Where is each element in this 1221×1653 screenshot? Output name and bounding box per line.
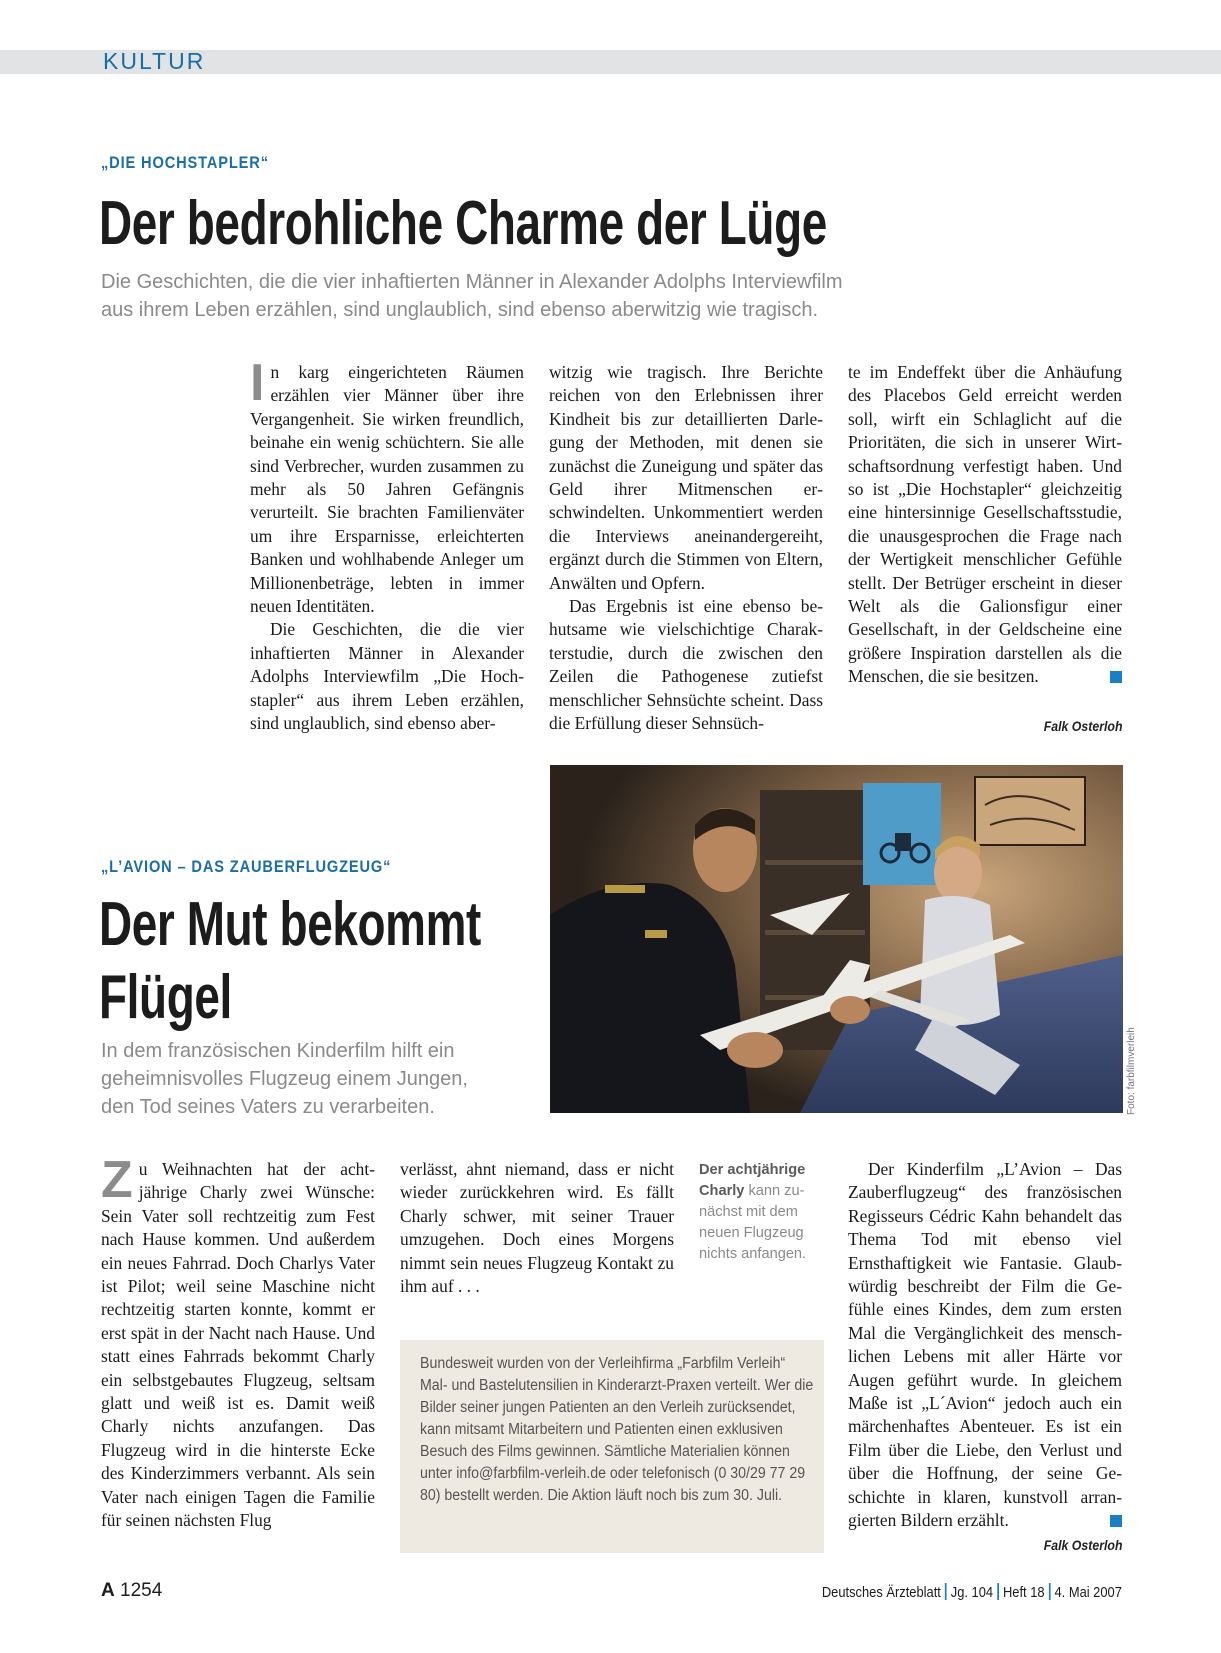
- article2-headline-line2: Flügel: [99, 963, 232, 1032]
- info-box-text: Bundesweit wurden von der Verleihfirma „Farbfilm Verleih“ Mal- und Bastelutensilien in Kinderarzt-Praxen verteilt. Wer die Bilder seiner jungen Patienten an den Verleih zurücksendet, kann mitsamt Mitarbeitern und Patienten einen exklusiven Besuch des Films gewinnen. Sämtliche Materialien können unter info@farbfilm-verleih.de oder telefonisch (0 30/29 77 29 80) bestellt werden. Die Aktion läuft noch bis zum 30. Juli.: [420, 1355, 814, 1504]
- photo-caption-bold: Der achtjährige Charly: [699, 1162, 806, 1199]
- separator: [945, 1583, 946, 1600]
- article2-col3-paragraph1: Der Kinderfilm „L’Avion – Das Zauberflugzeug“ des französischen Regisseurs Cédric Kahn behandelt das Thema Tod mit ebenso viel Ernsthaftigkeit wie Fantasie. Glaubwürdig beschreibt der Film die Gefühle eines Kindes, dem zum ersten Mal die Vergänglichkeit des menschlichen Lebens mit aller Härte vor Augen geführt wurde. In gleichem Maße ist „L´Avion“ jedoch auch ein märchenhaftes Abenteuer. Es ist ein Film über die Liebe, den Verlust und über die Hoffnung, der seine Geschichte in klaren, kunstvoll arrangierten Bildern erzählt.: [848, 1159, 1122, 1531]
- info-box: [400, 1340, 824, 1553]
- article1-byline: Falk Osterloh: [1043, 718, 1122, 734]
- article2-column-2: [400, 1158, 674, 1298]
- article1-headline: Der bedrohliche Charme der Lüge: [99, 189, 827, 258]
- photo-caption-text: kann zunächst mit dem neuen Flugzeug nichts anfangen.: [699, 1183, 807, 1262]
- article2-byline: Falk Osterloh: [1043, 1537, 1122, 1553]
- article2-deck-line3: den Tod seines Vaters zu verarbeiten.: [101, 1096, 435, 1118]
- article2-column-1: [101, 1151, 375, 1533]
- article2-column-3: [848, 1158, 1122, 1533]
- article2-headline: [99, 888, 481, 1034]
- film-still-illustration: [550, 765, 1123, 1113]
- article1-deck: [101, 268, 1001, 324]
- article1-col2-paragraph1: witzig wie tragisch. Ihre Berichte reichen von den Erlebnissen ihrer Kindheit bis zur detaillierten Darlegung der Methoden, mit denen sie zunächst die Zuneigung und später das Geld ihrer Mitmenschen erschwindelten. Unkommentiert werden die Interviews aneinandergereiht, ergänzt durch die Stimmen von Eltern, Anwälten und Opfern.: [549, 362, 823, 593]
- journal-date: 4. Mai 2007: [1054, 1584, 1122, 1601]
- article2-deck-line2: geheimnisvolles Flugzeug einem Jungen,: [101, 1068, 468, 1090]
- article1-col1-paragraph1: n karg eingerichteten Räumen erzählen vier Männer über ihre Vergangenheit. Sie wirken freundlich, beinahe ein wenig schüchtern. Sie alle sind Verbrecher, wurden zusammen zu mehr als 50 Jahren Gefängnis verurteilt. Sie brachten Familienväter um ihre Ersparnisse, erleichterten Banken und wohlhabende Anleger um Millionenbeträge, lebten in immer neuen Identitäten.: [250, 362, 524, 617]
- page-prefix: A: [101, 1580, 115, 1601]
- article1-column-2: [549, 361, 823, 736]
- article2-deck: [101, 1037, 541, 1121]
- article2-headline-line1: Der Mut bekommt: [99, 890, 481, 959]
- journal-info: [822, 1583, 1122, 1601]
- separator: [1049, 1583, 1050, 1600]
- article2-col1-paragraph1: u Weihnachten hat der achtjährige Charly zwei Wünsche: Sein Vater soll rechtzeitig zum Fest nach Hause kommen. Und außerdem ein neues Fahrrad. Doch Charlys Vater ist Pilot; weil seine Maschine nicht rechtzeitig starten konnte, kommt er erst spät in der Nacht nach Hause. Und statt eines Fahrrads bekommt Charly ein selbstgebautes Flugzeug, seltsam glatt und weiß ist es. Damit weiß Charly nichts anzufangen. Das Flugzeug wird in die hinterste Ecke des Kinderzimmers verbannt. Als sein Vater nach einigen Tagen die Familie für seinen nächsten Flug: [101, 1159, 375, 1531]
- article1-kicker: „DIE HOCHSTAPLER“: [101, 153, 269, 172]
- article2-col2-paragraph1: verlässt, ahnt niemand, dass er nicht wieder zurückkehren wird. Es fällt Charly schwer, mit seiner Trauer umzugehen. Doch eines Morgens nimmt sein neues Flugzeug Kontakt zu ihm auf . . .: [400, 1159, 674, 1297]
- end-of-article-mark: [1110, 671, 1122, 683]
- article1-col2-paragraph2: Das Ergebnis ist eine ebenso behutsame wie vielschichtige Charakterstudie, durch die zwischen den Zeilen die Pathogenese zutiefst menschlicher Sehnsüchte scheint. Dass die Erfüllung dieser Sehnsüch-: [549, 596, 823, 734]
- page-number-value: 1254: [120, 1580, 163, 1601]
- page-number: [101, 1580, 162, 1602]
- journal-volume: Jg. 104: [950, 1584, 994, 1601]
- photo-caption: [699, 1160, 811, 1265]
- article2-kicker: „L’AVION – DAS ZAUBERFLUGZEUG“: [101, 857, 392, 876]
- separator: [998, 1583, 999, 1600]
- photo-credit: Foto: farbfilmverleih: [1126, 1027, 1137, 1115]
- film-still-photo: [550, 765, 1123, 1113]
- journal-name: Deutsches Ärzteblatt: [821, 1584, 941, 1601]
- article1-dropcap: I: [250, 354, 265, 412]
- article2-deck-line1: In dem französischen Kinderfilm hilft ein: [101, 1040, 455, 1062]
- end-of-article-mark: [1110, 1515, 1122, 1527]
- article1-col1-paragraph2: Die Geschichten, die die vier inhaftierten Männer in Alexander Adolphs Interviewfilm „Die Hochstapler“ aus ihrem Leben erzählen, sind unglaublich, sind ebenso aber-: [250, 619, 524, 734]
- article1-column-1: [250, 354, 524, 736]
- journal-issue: Heft 18: [1003, 1584, 1045, 1601]
- article1-column-3: [848, 361, 1122, 689]
- article1-deck-line2: aus ihrem Leben erzählen, sind unglaublich, sind ebenso aberwitzig wie tragisch.: [101, 299, 819, 321]
- article2-dropcap: Z: [101, 1151, 133, 1209]
- section-label: KULTUR: [103, 48, 206, 74]
- article1-col3-paragraph1: te im Endeffekt über die Anhäufung des Placebos Geld erreicht werden soll, wirft ein Schlaglicht auf die Prioritäten, die sich in unserer Wirtschaftsordnung verfestigt haben. Und so ist „Die Hochstapler“ gleichzeitig eine hintersinnige Gesellschaftsstudie, die unausgesprochen die Frage nach der Wertigkeit menschlicher Gefühle stellt. Der Betrüger erscheint in dieser Welt als die Galionsfigur einer Gesellschaft, in der Geldscheine eine größere Inspiration darstellen als die Menschen, die sie besitzen.: [848, 362, 1122, 687]
- article1-deck-line1: Die Geschichten, die die vier inhaftierten Männer in Alexander Adolphs Interviewfilm: [101, 271, 843, 293]
